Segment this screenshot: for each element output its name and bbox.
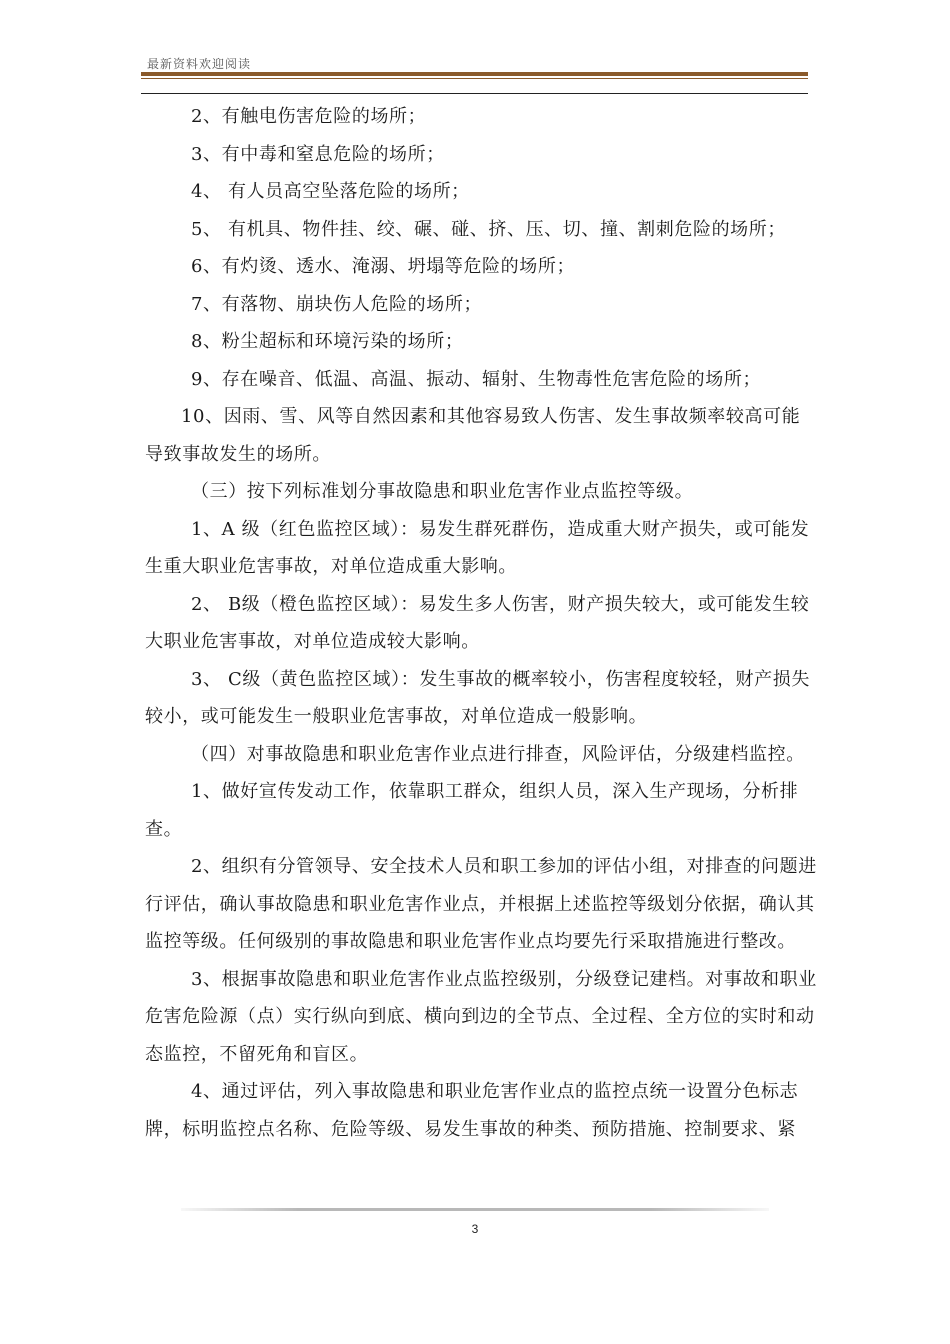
paragraph: 1、做好宣传发动工作，依靠职工群众，组织人员，深入生产现场，分析排查。 (145, 781, 799, 840)
header-divider-thin (141, 78, 808, 79)
paragraph: 2、 B级（橙色监控区域）：易发生多人伤害，财产损失较大，或可能发生较大职业危害事故，对单位造成较大影响。 (145, 593, 810, 652)
document-body (145, 98, 817, 1148)
paragraph: 10、因雨、雪、风等自然因素和其他容易致人伤害、发生事故频率较高可能导致事故发生的场所。 (145, 406, 801, 465)
paragraph: 4、 有人员高空坠落危险的场所； (191, 181, 470, 202)
paragraph: 3、根据事故隐患和职业危害作业点监控级别，分级登记建档。对事故和职业危害危险源（点）实行纵向到底、横向到边的全节点、全过程、全方位的实时和动态监控，不留死角和盲区。 (145, 968, 817, 1065)
paragraph: 9、存在噪音、低温、高温、振动、辐射、生物毒性危害危险的场所； (191, 368, 762, 390)
paragraph: 3、 C级（黄色监控区域）：发生事故的概率较小，伤害程度较轻，财产损失较小，或可能发生一般职业危害事故，对单位造成一般影响。 (145, 668, 810, 727)
header-divider (141, 72, 808, 76)
paragraph: 3、有中毒和窒息危险的场所； (191, 143, 445, 165)
section-heading: （三）按下列标准划分事故隐患和职业危害作业点监控等级。 (191, 481, 694, 502)
paragraph: 4、通过评估，列入事故隐患和职业危害作业点的监控点统一设置分色标志牌，标明监控点名称、危险等级、易发生事故的种类、预防措施、控制要求、紧 (145, 1081, 799, 1140)
page-number: 3 (471, 1222, 479, 1236)
paragraph: 5、 有机具、物件挂、绞、碾、碰、挤、压、切、撞、割刺危险的场所； (191, 218, 786, 240)
paragraph: 2、组织有分管领导、安全技术人员和职工参加的评估小组，对排查的问题进行评估，确认事故隐患和职业危害作业点，并根据上述监控等级划分依据，确认其监控等级。任何级别的事故隐患和职业危害作业点均要先行采取措施进行整改。 (145, 856, 817, 952)
header-title: 最新资料欢迎阅读 (147, 57, 252, 71)
paragraph: 2、有触电伤害危险的场所； (191, 106, 427, 127)
paragraph: 8、粉尘超标和环境污染的场所； (191, 331, 464, 352)
header-underline (141, 93, 808, 94)
paragraph: 7、有落物、崩块伤人危险的场所； (191, 293, 483, 315)
paragraph: 1、A 级（红色监控区域）：易发生群死群伤，造成重大财产损失，或可能发生重大职业危害事故，对单位造成重大影响。 (145, 518, 810, 577)
footer-divider (181, 1208, 769, 1211)
paragraph: 6、有灼烫、透水、淹溺、坍塌等危险的场所； (191, 256, 576, 277)
section-heading: （四）对事故隐患和职业危害作业点进行排查，风险评估，分级建档监控。 (191, 743, 805, 765)
